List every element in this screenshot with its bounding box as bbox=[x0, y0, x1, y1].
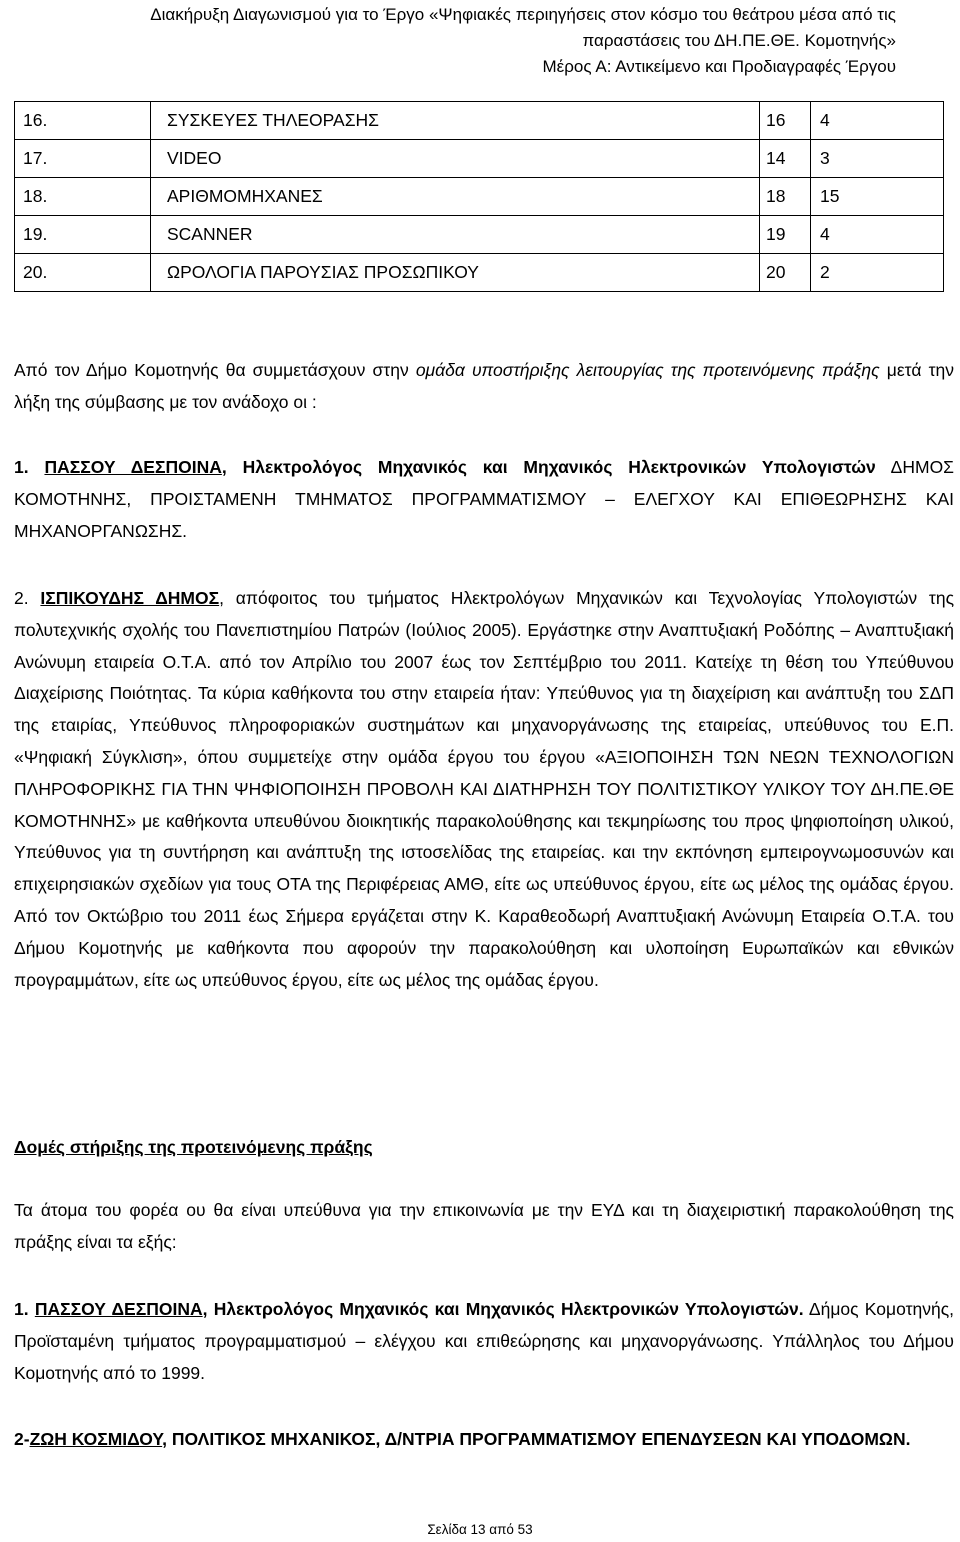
header-line-3: Μέρος Α: Αντικείμενο και Προδιαγραφές Έργου bbox=[542, 57, 896, 76]
section-title: Δομές στήριξης της προτεινόμενης πράξης bbox=[14, 1137, 373, 1157]
table-row bbox=[15, 102, 944, 140]
header-line-2: παραστάσεις του ΔΗ.ΠΕ.ΘΕ. Κομοτηνής» bbox=[582, 31, 896, 50]
row-number: 16. bbox=[15, 102, 151, 140]
row-value-2: 4 bbox=[811, 102, 944, 140]
header-line-1: Διακήρυξη Διαγωνισμού για το Έργο «Ψηφιακές περιηγήσεις στον κόσμο του θεάτρου μέσα από τις bbox=[150, 5, 896, 24]
row-number: 17. bbox=[15, 140, 151, 178]
person-description: ΔΗΜΟΣ ΚΟΜΟΤΗΝΗΣ, ΠΡΟΙΣΤΑΜΕΝΗ ΤΜΗΜΑΤΟΣ ΠΡΟΓΡΑΜΜΑΤΙΣΜΟΥ – ΕΛΕΓΧΟΥ ΚΑΙ ΕΠΙΘΕΩΡΗΣΗΣ ΚΑΙ ΜΗΧΑΝΟΡΓΑΝΩΣΗΣ. bbox=[14, 457, 954, 541]
row-value-1: 18 bbox=[760, 178, 811, 216]
intro-text: Από τον Δήμο Κομοτηνής θα συμμετάσχουν στην bbox=[14, 360, 416, 380]
section-intro-text: Τα άτομα του φορέα ου θα είναι υπεύθυνα για την επικοινωνία με την ΕΥΔ και τη διαχειριστική παρακολούθηση της πράξης είναι τα εξής: bbox=[14, 1200, 954, 1252]
intro-paragraph bbox=[14, 355, 954, 419]
row-name: SCANNER bbox=[151, 216, 760, 254]
row-value-1: 20 bbox=[760, 254, 811, 292]
row-value-1: 16 bbox=[760, 102, 811, 140]
row-name: VIDEO bbox=[151, 140, 760, 178]
person-2-paragraph bbox=[14, 583, 954, 996]
contact-role: , ΠΟΛΙΤΙΚΟΣ ΜΗΧΑΝΙΚΟΣ, Δ/ΝΤΡΙΑ ΠΡΟΓΡΑΜΜΑΤΙΣΜΟΥ ΕΠΕΝΔΥΣΕΩΝ ΚΑΙ ΥΠΟΔΟΜΩΝ. bbox=[162, 1429, 911, 1449]
contact-number: 2- bbox=[14, 1429, 30, 1449]
page-header bbox=[150, 2, 896, 80]
row-value-1: 14 bbox=[760, 140, 811, 178]
row-value-2: 2 bbox=[811, 254, 944, 292]
person-number: 2. bbox=[14, 588, 41, 608]
table-row bbox=[15, 216, 944, 254]
row-name: ΩΡΟΛΟΓΙΑ ΠΑΡΟΥΣΙΑΣ ΠΡΟΣΩΠΙΚΟΥ bbox=[151, 254, 760, 292]
row-name: ΣΥΣΚΕΥΕΣ ΤΗΛΕΟΡΑΣΗΣ bbox=[151, 102, 760, 140]
row-value-2: 3 bbox=[811, 140, 944, 178]
row-name: ΑΡΙΘΜΟΜΗΧΑΝΕΣ bbox=[151, 178, 760, 216]
contact-number: 1. bbox=[14, 1299, 35, 1319]
row-value-2: 4 bbox=[811, 216, 944, 254]
intro-text-end: μετά την λήξη της σύμβασης με τον ανάδοχο οι : bbox=[14, 360, 954, 412]
row-number: 19. bbox=[15, 216, 151, 254]
equipment-table bbox=[14, 101, 944, 292]
person-name: ΠΑΣΣΟΥ ΔΕΣΠΟΙΝΑ bbox=[44, 457, 222, 477]
contact-name: ΠΑΣΣΟΥ ΔΕΣΠΟΙΝΑ bbox=[34, 1299, 203, 1319]
person-role: , Ηλεκτρολόγος Μηχανικός και Μηχανικός Ηλεκτρονικών Υπολογιστών bbox=[221, 457, 876, 477]
person-1-paragraph bbox=[14, 452, 954, 547]
table-row bbox=[15, 140, 944, 178]
section-intro-paragraph bbox=[14, 1195, 954, 1259]
row-value-1: 19 bbox=[760, 216, 811, 254]
row-value-2: 15 bbox=[811, 178, 944, 216]
row-number: 18. bbox=[15, 178, 151, 216]
contact-name: ΖΩΗ ΚΟΣΜΙΔΟΥ bbox=[29, 1429, 163, 1449]
person-description: , απόφοιτος του τμήματος Ηλεκτρολόγων Μηχανικών και Τεχνολογίας Υπολογιστών της πολυτεχνικής σχολής του Πανεπιστημίου Πατρών (Ιούλιος 2005). Εργάστηκε στην Αναπτυξιακή Ροδόπης – Αναπτυξιακή Ανώνυμη εταιρεία Ο.Τ.Α. από τον Απρίλιο του 2007 έως τον Σεπτέμβριο του 2011. Κατείχε τη θέση του Υπεύθυνου Διαχείρισης Ποιότητας. Τα κύρια καθήκοντα του στην εταιρεία ήταν: Υπεύθυνος για τη διαχείριση και ανάπτυξη του ΣΔΠ της εταιρίας, Υπεύθυνος πληροφοριακών συστημάτων και μηχανοργάνωσης της εταιρείας, υπεύθυνος του Ε.Π. «Ψηφιακή Σύγκλιση», όπου συμμετείχε στην ομάδα έργου του έργου «ΑΞΙΟΠΟΙΗΣΗ ΤΩΝ ΝΕΩΝ ΤΕΧΝΟΛΟΓΙΩΝ ΠΛΗΡΟΦΟΡΙΚΗΣ ΓΙΑ ΤΗΝ ΨΗΦΙΟΠΟΙΗΣΗ ΠΡΟΒΟΛΗ ΚΑΙ ΔΙΑΤΗΡΗΣΗ ΤΟΥ ΠΟΛΙΤΙΣΤΙΚΟΥ ΥΛΙΚΟΥ ΤΟΥ ΔΗ.ΠΕ.ΘΕ ΚΟΜΟΤΗΝΗΣ» με καθήκοντα υπευθύνου διοικητικής παρακολούθησης και τεκμηρίωσης του προς ψηφιοποίηση υλικού, Υπεύθυνος για τη συντήρηση και ανάπτυξη της ιστοσελίδας της εταιρείας. και την εκπόνηση εμπειρογνωμοσυνών και επιχειρησιακών σχεδίων για τους ΟΤΑ της Περιφέρειας ΑΜΘ, είτε ως υπεύθυνος έργου, είτε ως μέλος της ομάδας έργου. Από τον Οκτώβριο του 2011 έως Σήμερα εργάζεται στην Κ. Καραθεοδωρή Αναπτυξιακή Ανώνυμη Εταιρεία Ο.Τ.Α. του Δήμου Κομοτηνής με καθήκοντα που αφορούν την παρακολούθηση και υλοποίηση Ευρωπαϊκών και εθνικών προγραμμάτων, είτε ως υπεύθυνος έργου, είτε ως μέλος της ομάδας έργου. bbox=[14, 588, 955, 990]
section-heading bbox=[14, 1132, 954, 1164]
contact-role: , Ηλεκτρολόγος Μηχανικός και Μηχανικός Ηλεκτρονικών Υπολογιστών. bbox=[202, 1299, 804, 1319]
row-number: 20. bbox=[15, 254, 151, 292]
person-number: 1. bbox=[14, 457, 45, 477]
contact-2-paragraph bbox=[14, 1424, 954, 1456]
table-row bbox=[15, 254, 944, 292]
intro-italic-text: ομάδα υποστήριξης λειτουργίας της προτεινόμενης πράξης bbox=[415, 360, 880, 380]
contact-description: Δήμος Κομοτηνής, Προϊσταμένη τμήματος προγραμματισμού – ελέγχου και επιθεώρησης και μηχανοργάνωσης. Υπάλληλος του Δήμου Κομοτηνής από το 1999. bbox=[14, 1299, 954, 1383]
contact-1-paragraph bbox=[14, 1294, 954, 1389]
person-name: ΙΣΠΙΚΟΥΔΗΣ ΔΗΜΟΣ bbox=[40, 588, 220, 608]
table-row bbox=[15, 178, 944, 216]
page-number: Σελίδα 13 από 53 bbox=[427, 1522, 533, 1537]
